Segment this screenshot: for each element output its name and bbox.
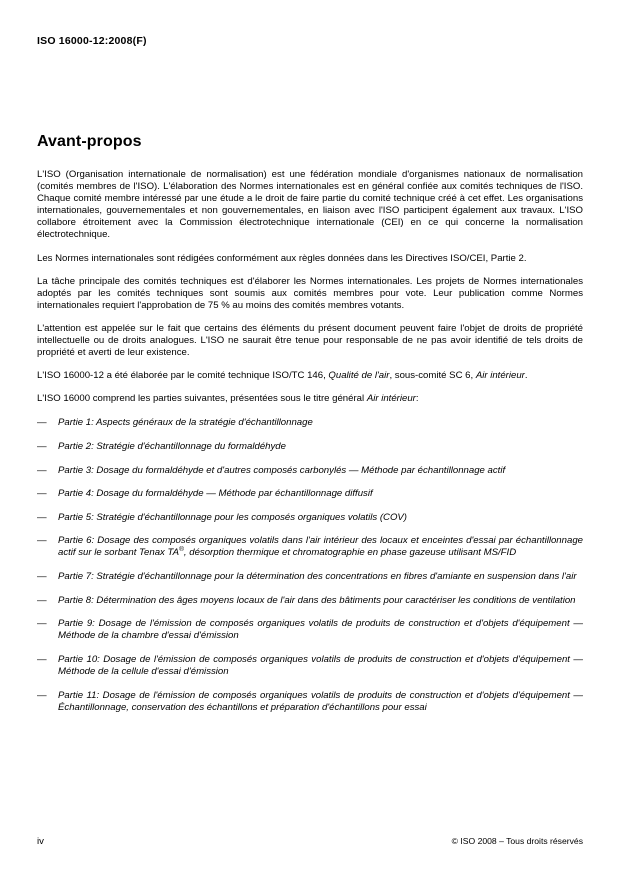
list-item	[37, 595, 583, 607]
list-item	[37, 441, 583, 453]
page-footer	[37, 836, 583, 847]
list-item	[37, 512, 583, 524]
foreword-paragraph-2: Les Normes internationales sont rédigées conformément aux règles données dans les Directives ISO/CEI, Partie 2.	[37, 252, 527, 264]
page-title: Avant-propos	[37, 133, 142, 150]
em-dash-marker: —	[37, 464, 47, 476]
list-item	[37, 488, 583, 500]
em-dash-marker: —	[37, 535, 47, 547]
committee-title-air-quality: Qualité de l'air	[328, 370, 390, 382]
parts-list	[37, 417, 583, 713]
list-item	[37, 618, 583, 642]
list-item-label: Partie 11: Dosage de l'émission de composés organiques volatils de produits de construction et d'objets d'équipement — Échantillonnage, conservation des échantillons et préparation d'échantillons pour essai	[58, 689, 583, 713]
list-item-label: Partie 7: Stratégie d'échantillonnage pour la détermination des concentrations en fibres d'amiante en suspension dans l'air	[58, 571, 577, 583]
em-dash-marker: —	[37, 571, 47, 583]
intro-text-b: :	[415, 393, 419, 405]
list-item-label: Partie 10: Dosage de l'émission de composés organiques volatils de produits de construction et d'objets d'équipement — Méthode de la cellule d'essai d'émission	[58, 653, 583, 678]
paragraph-5-text-a: L'ISO 16000-12 a été élaborée par le comité technique ISO/TC 146,	[37, 370, 329, 382]
registered-trademark-icon: ®	[179, 546, 184, 554]
list-item	[37, 690, 583, 714]
em-dash-marker: —	[37, 417, 47, 429]
copyright-notice: © ISO 2008 – Tous droits réservés	[451, 836, 583, 846]
list-item-text-after-trademark: , désorption thermique et chromatographie en phase gazeuse utilisant MS/FID	[183, 547, 517, 559]
foreword-paragraph-4: L'attention est appelée sur le fait que certains des éléments du présent document peuvent faire l'objet de droits de propriété intellectuelle ou de droits analogues. L'ISO ne saurait être tenue pour responsable de ne pas avoir identifié de tels droits de propriété et averti de leur existence.	[37, 322, 583, 359]
list-item-label: Partie 9: Dosage de l'émission de composés organiques volatils de produits de construction et d'objets d'équipement — Méthode de la chambre d'essai d'émission	[58, 618, 583, 642]
foreword-paragraph-1: L'ISO (Organisation internationale de normalisation) est une fédération mondiale d'organismes nationaux de normalisation (comités membres de l'ISO). L'élaboration des Normes internationales est en général confiée aux comités techniques de l'ISO. Chaque comité membre intéressé par une étude a le droit de faire partie du comité technique créé à cet effet. Les organisations internationales, gouvernementales et non gouvernementales, en liaison avec l'ISO participent également aux travaux. L'ISO collabore étroitement avec la Commission électrotechnique internationale (CEI) en ce qui concerne la normalisation électrotechnique.	[37, 169, 583, 241]
list-item	[37, 465, 583, 477]
foreword-paragraph-3: La tâche principale des comités techniques est d'élaborer les Normes internationales. Les projets de Normes internationales adoptés par les comités techniques sont soumis aux comités membres pour vote. Leur publication comme Normes internationales requiert l'approbation de 75 % au moins des comités membres votants.	[37, 275, 583, 311]
subcommittee-title-indoor-air: Air intérieur	[475, 370, 525, 382]
list-item	[37, 571, 583, 583]
em-dash-marker: —	[37, 653, 47, 665]
em-dash-marker: —	[37, 488, 47, 500]
em-dash-marker: —	[37, 594, 47, 606]
list-item-label: Partie 4: Dosage du formaldéhyde — Méthode par échantillonnage diffusif	[58, 488, 373, 500]
list-item-label	[58, 535, 583, 558]
list-item	[37, 417, 583, 429]
foreword-paragraph-5	[37, 370, 583, 382]
em-dash-marker: —	[37, 689, 47, 701]
list-item-label: Partie 2: Stratégie d'échantillonnage du formaldéhyde	[58, 441, 286, 452]
paragraph-5-text-c: .	[524, 370, 528, 382]
list-item-label: Partie 8: Détermination des âges moyens locaux de l'air dans des bâtiments pour caractériser les conditions de ventilation	[58, 594, 576, 606]
page-content	[37, 133, 583, 714]
list-item-text-before-trademark: Partie 6: Dosage des composés organiques volatils dans l'air intérieur des locaux et enceintes d'essai par échantillonnage actif sur le sorbant Tenax TA	[58, 535, 583, 559]
general-title-indoor-air: Air intérieur	[366, 393, 416, 405]
list-item-label: Partie 5: Stratégie d'échantillonnage pour les composés organiques volatils (COV)	[58, 511, 407, 523]
parts-list-intro	[37, 393, 583, 405]
running-head: ISO 16000-12:2008(F)	[37, 35, 147, 47]
list-item-label: Partie 3: Dosage du formaldéhyde et d'autres composés carbonylés — Méthode par échantillonnage actif	[58, 464, 506, 476]
em-dash-marker: —	[37, 618, 47, 630]
list-item	[37, 535, 583, 559]
list-item	[37, 654, 583, 678]
paragraph-5-text-b: , sous-comité SC 6,	[389, 370, 476, 382]
page-number: iv	[37, 836, 44, 847]
em-dash-marker: —	[37, 511, 47, 523]
list-item-label: Partie 1: Aspects généraux de la stratégie d'échantillonnage	[58, 417, 313, 429]
intro-text-a: L'ISO 16000 comprend les parties suivantes, présentées sous le titre général	[37, 393, 367, 405]
em-dash-marker: —	[37, 441, 47, 452]
